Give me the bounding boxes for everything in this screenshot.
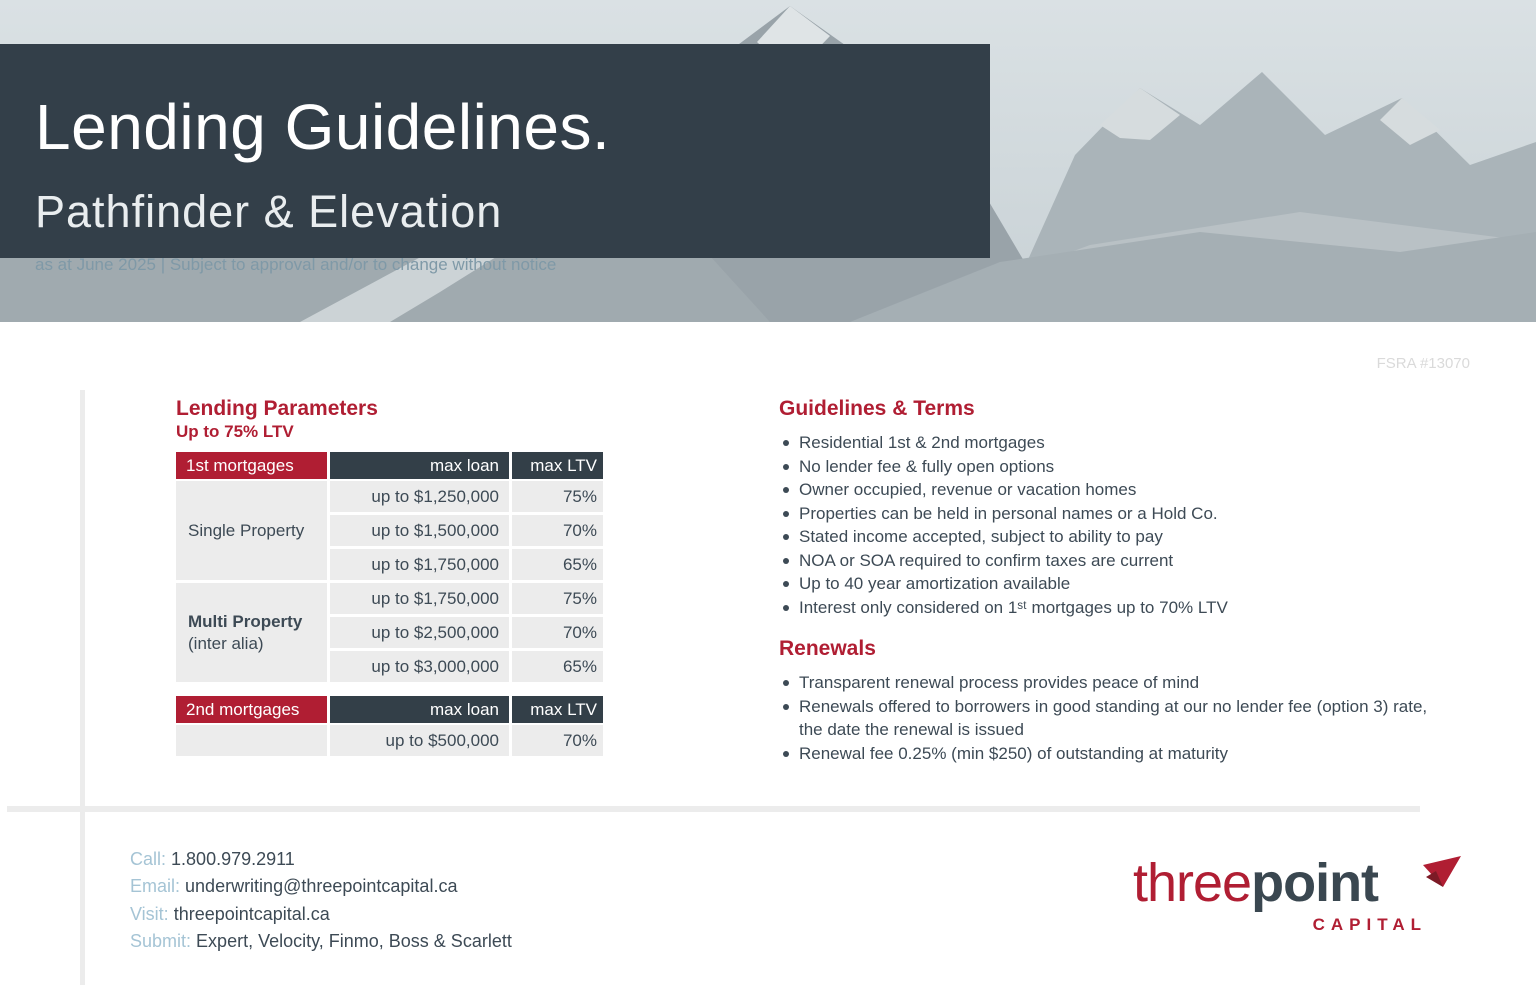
max-ltv-header-cell: max LTV [512,452,603,479]
table-cell: 75% [512,583,603,614]
max-loan-header-cell: max loan [330,452,509,479]
contact-visit-line [130,901,512,928]
hero-banner [0,0,1536,322]
submit-channels: Expert, Velocity, Finmo, Boss & Scarlett [196,931,512,952]
empty-label-cell [176,725,327,756]
list-item: NOA or SOA required to confirm taxes are current [779,549,1439,573]
logo-wordmark [1133,854,1423,912]
visit-label: Visit: [130,903,169,924]
group-label: Single Property [188,520,305,540]
table-cell: 75% [512,481,603,512]
lending-parameters-heading: Lending Parameters [176,397,378,420]
guidelines-bullet-list [779,431,1439,619]
table-cell: up to $3,000,000 [330,651,509,682]
table-cell: up to $2,500,000 [330,617,509,648]
table-cell: up to $500,000 [330,725,509,756]
list-item: Owner occupied, revenue or vacation homes [779,478,1439,502]
horizontal-divider [7,806,1420,812]
first-mortgages-header-cell: 1st mortgages [176,452,327,479]
contact-block [130,846,512,956]
multi-property-label-cell [176,583,327,682]
list-item: Properties can be held in personal names or a Hold Co. [779,502,1439,526]
table-cell: up to $1,750,000 [330,549,509,580]
table-body [176,725,603,756]
threepoint-capital-logo [1133,853,1427,935]
hero-overlay-panel [0,44,990,274]
contact-submit-line [130,928,512,955]
single-property-label-cell [176,481,327,580]
group-sublabel: (inter alia) [188,633,264,653]
list-item: Stated income accepted, subject to ability to pay [779,525,1439,549]
table-body [176,481,603,682]
submit-label: Submit: [130,931,192,952]
first-mortgages-table [176,452,603,682]
list-item: Interest only considered on 1ˢᵗ mortgages up to 70% LTV [779,596,1439,620]
logo-text-point: point [1251,853,1379,913]
contact-call-line [130,846,512,873]
table-cell: up to $1,500,000 [330,515,509,546]
table-cell: 65% [512,651,603,682]
table-cell: up to $1,250,000 [330,481,509,512]
table-cell: 70% [512,725,603,756]
email-address[interactable]: underwriting@threepointcapital.ca [185,876,458,897]
table-cell: 65% [512,549,603,580]
table-header-row [176,696,603,723]
table-header-row [176,452,603,479]
second-mortgages-header-cell: 2nd mortgages [176,696,327,723]
page-title: Lending Guidelines. [35,91,611,163]
group-label: Multi Property [188,611,303,631]
second-mortgages-table [176,696,603,756]
page-subtitle: Pathfinder & Elevation [35,186,503,237]
table-cell: up to $1,750,000 [330,583,509,614]
max-ltv-header-cell: max LTV [512,696,603,723]
list-item: Renewal fee 0.25% (min $250) of outstanding at maturity [779,742,1439,766]
fsra-license-number: FSRA #13070 [1376,355,1470,372]
effective-date-tagline: as at June 2025 | Subject to approval and/or to change without notice [35,255,557,274]
email-label: Email: [130,876,181,897]
logo-arrow-icon [1423,856,1461,888]
logo-caption-capital: CAPITAL [1312,915,1427,934]
ltv-subheading: Up to 75% LTV [176,422,294,441]
logo-text-three: three [1133,853,1252,913]
table-cell: 70% [512,617,603,648]
renewals-heading: Renewals [779,637,876,660]
list-item: No lender fee & fully open options [779,455,1439,479]
call-label: Call: [130,849,167,869]
guidelines-terms-heading: Guidelines & Terms [779,397,975,420]
list-item: Transparent renewal process provides peace of mind [779,671,1439,695]
max-loan-header-cell: max loan [330,696,509,723]
renewals-bullet-list [779,671,1439,765]
list-item: Up to 40 year amortization available [779,572,1439,596]
phone-number: 1.800.979.2911 [171,849,295,869]
list-item: Residential 1st & 2nd mortgages [779,431,1439,455]
vertical-divider [80,390,85,985]
website-url[interactable]: threepointcapital.ca [173,903,330,924]
list-item: Renewals offered to borrowers in good standing at our no lender fee (option 3) rate, the date the renewal is issued [779,695,1439,742]
table-cell: 70% [512,515,603,546]
contact-email-line [130,873,512,900]
